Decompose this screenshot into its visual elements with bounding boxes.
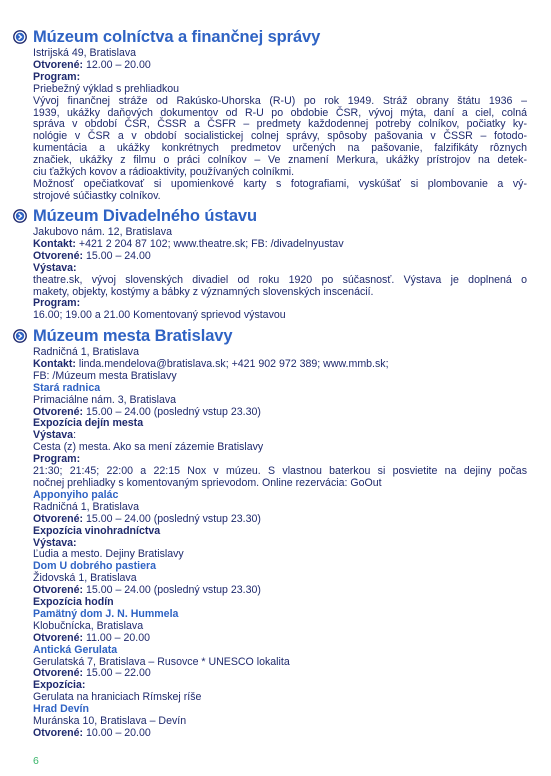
exhibition-label: Výstava: (33, 261, 77, 274)
entry-body (33, 227, 527, 322)
venue-name: Pamätný dom J. N. Hummela (33, 607, 179, 620)
opening-hours: Otvorené: 15.00 – 22.00 (33, 667, 151, 680)
program-title: Priebežný výklad s prehliadkou (33, 82, 180, 95)
venue-address: Klobučnícka, Bratislava (33, 619, 144, 632)
exposition-name: Expozícia vinohradníctva (33, 524, 161, 537)
exposition-label: Expozícia: (33, 679, 86, 692)
program-label: Program: (33, 453, 81, 466)
venue-name: Hrad Devín (33, 703, 89, 716)
desc-line: správa v období ČSR, ČSSR a ČSFR – predmety každodennej potreby colníkov, počiatky ky- (33, 118, 527, 131)
entry-body (33, 48, 527, 203)
bullet-arrow-icon (13, 209, 27, 223)
venue-name: Antická Gerulata (33, 643, 118, 656)
museum-entry-city (13, 325, 527, 740)
desc-line: Vývoj finančnej stráže od Rakúsko-Uhorska (R-U) po rok 1949. Stráž obrany štátu 1936 – (33, 94, 527, 107)
venue-address: Muránska 10, Bratislava – Devín (33, 715, 187, 728)
extra-line: strojové súčiastky colníkov. (33, 189, 161, 202)
exhibition-line: makety, objekty, kostýmy a bábky z významných slovenských inscenácií. (33, 285, 374, 298)
exhibition-line: Ľudia a mesto. Dejiny Bratislavy (33, 548, 184, 561)
desc-line: ciu ťažkých kovov a rádioaktivity, používaných colníkmi. (33, 166, 295, 179)
opening-hours: Otvorené: 15.00 – 24.00 (posledný vstup 23.30) (33, 584, 261, 597)
opening-hours: Otvorené: 15.00 – 24.00 (posledný vstup 23.30) (33, 512, 261, 525)
museum-title: Múzeum colníctva a finančnej správy (33, 27, 321, 46)
exposition-line: Gerulata na hraniciach Rímskej ríše (33, 691, 202, 704)
bullet-arrow-icon (13, 30, 27, 44)
museum-title: Múzeum mesta Bratislavy (33, 326, 233, 345)
exhibition-line: Cesta (z) mesta. Ako sa mení zázemie Bratislavy (33, 441, 264, 454)
page-number: 6 (33, 755, 39, 767)
address: Jakubovo nám. 12, Bratislava (33, 226, 172, 238)
exhibition-label-row: Výstava: (33, 429, 77, 442)
museum-title: Múzeum Divadelného ústavu (33, 206, 257, 225)
program-label: Program: (33, 70, 81, 83)
program-line: nočnej prehliadky s komentovaným sprievodom. Online rezervácia: GoOut (33, 476, 382, 489)
venue-address: Radničná 1, Bratislava (33, 500, 139, 513)
desc-line: nológie v ČSR a v období socialistickej colnej správy, spôsoby pašovania v ČSSR – fotodo- (33, 130, 527, 143)
entry-heading (13, 325, 527, 347)
program-label: Program: (33, 297, 81, 310)
extra-line: Možnosť opečiatkovať si upomienkové karty s fotografiami, vyskúšať si plombovanie a vý- (33, 177, 527, 190)
opening-hours: Otvorené: 12.00 – 20.00 (33, 58, 151, 71)
entry-body (33, 347, 527, 740)
opening-hours: Otvorené: 15.00 – 24.00 (posledný vstup 23.30) (33, 405, 261, 418)
desc-line: kumentácia a ukážky konkrétnych predmetov určených na pašovanie, falzifikáty rôznych (33, 142, 527, 155)
program-line: 16.00; 19.00 a 21.00 Komentovaný sprievod výstavou (33, 309, 286, 322)
exhibition-label: Výstava: (33, 536, 77, 549)
museum-entry-customs (13, 26, 527, 203)
opening-hours: Otvorené: 15.00 – 24.00 (33, 249, 151, 262)
exposition-name: Expozícia dejín mesta (33, 417, 144, 430)
entry-heading (13, 205, 527, 227)
address: Radničná 1, Bratislava (33, 346, 139, 358)
opening-hours: Otvorené: 10.00 – 20.00 (33, 727, 151, 739)
contact: Kontakt: +421 2 204 87 102; www.theatre.sk; FB: /divadelnyustav (33, 237, 344, 250)
venue-address: Židovská 1, Bratislava (33, 572, 137, 585)
bullet-arrow-icon (13, 329, 27, 343)
venue-address: Gerulatská 7, Bratislava – Rusovce * UNESCO lokalita (33, 655, 290, 668)
desc-line: 1939, ukážky daňových dokumentov od R-U po obdobie ČSR, vývoj mýta, daní a ciel, colná (33, 106, 527, 119)
exposition-name: Expozícia hodín (33, 596, 114, 609)
program-line: 21:30; 21:45; 22:00 a 22:15 Nox v múzeu. S vlastnou baterkou si posvietite na dejiny počas (33, 465, 527, 478)
museum-entry-theatre (13, 205, 527, 322)
address: Istrijská 49, Bratislava (33, 47, 137, 59)
facebook: FB: /Múzeum mesta Bratislavy (33, 369, 177, 382)
venue-name: Stará radnica (33, 381, 101, 394)
opening-hours: Otvorené: 11.00 – 20.00 (33, 631, 151, 644)
entry-heading (13, 26, 527, 48)
venue-address: Primaciálne nám. 3, Bratislava (33, 393, 177, 406)
venue-name: Apponyiho palác (33, 488, 119, 501)
opened-label: Otvorené: (33, 58, 84, 71)
desc-line: značiek, ukážky z filmu o práci colníkov – Ve znamení Merkura, ukážky prístrojov na detek- (33, 154, 527, 167)
venue-name: Dom U dobrého pastiera (33, 560, 157, 573)
exhibition-line: theatre.sk, vývoj slovenských divadiel od roku 1920 po súčasnosť. Výstava je doplnená o (33, 273, 527, 286)
contact: Kontakt: linda.mendelova@bratislava.sk; +421 902 972 389; www.mmb.sk; (33, 357, 389, 370)
